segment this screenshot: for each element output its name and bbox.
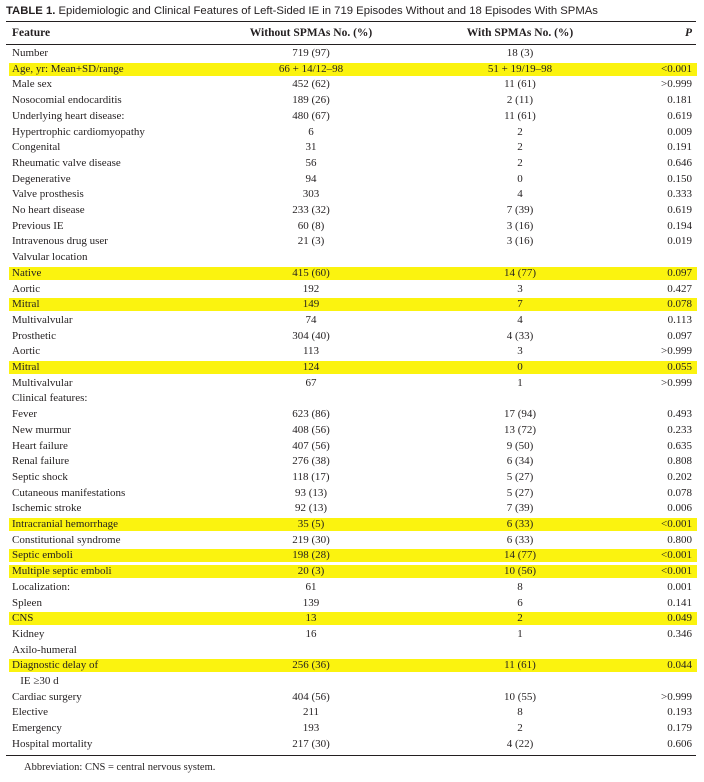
cell-with-spmas: 11 (61)	[504, 659, 536, 672]
table-footnote: Abbreviation: CNS = central nervous system.	[24, 762, 216, 773]
cell-feature: Native	[12, 266, 42, 279]
cell-with-spmas: 3	[517, 345, 523, 358]
cell-without-spmas: 192	[302, 282, 320, 295]
header-feature: Feature	[12, 27, 51, 39]
table-row	[0, 156, 704, 172]
cell-with-spmas: 3 (16)	[506, 235, 534, 248]
table-row	[0, 690, 704, 706]
cell-with-spmas: 10 (55)	[503, 690, 537, 703]
cell-without-spmas: 31	[305, 141, 317, 154]
cell-without-spmas: 408 (56)	[292, 423, 330, 436]
cell-without-spmas: 6	[308, 125, 314, 138]
table-row	[0, 234, 704, 250]
cell-feature: Number	[12, 47, 49, 59]
cell-feature: Localization:	[12, 580, 71, 593]
cell-without-spmas: 480 (67)	[292, 109, 330, 122]
cell-with-spmas: 5 (27)	[506, 486, 534, 499]
cell-feature: Septic shock	[12, 470, 68, 483]
cell-without-spmas: 189 (26)	[292, 94, 330, 107]
cell-feature: Mitral	[12, 361, 40, 373]
cell-without-spmas: 35 (5)	[297, 518, 325, 530]
cell-p-value: 0.191	[667, 141, 692, 154]
cell-feature: Septic emboli	[12, 549, 73, 562]
cell-without-spmas: 92 (13)	[294, 502, 328, 515]
cell-without-spmas: 56	[305, 156, 317, 169]
cell-without-spmas: 139	[302, 596, 320, 609]
cell-p-value	[620, 643, 692, 659]
cell-feature: Valve prosthesis	[12, 188, 84, 201]
cell-with-spmas: 8	[517, 580, 523, 593]
cell-without-spmas: 217 (30)	[292, 737, 330, 750]
cell-with-spmas: 6 (33)	[506, 518, 534, 530]
cell-feature: Intravenous drug user	[12, 235, 108, 248]
cell-feature: Aortic	[12, 345, 41, 358]
cell-feature: Previous IE	[12, 219, 64, 232]
cell-with-spmas: 5 (27)	[506, 470, 534, 483]
cell-without-spmas	[221, 250, 401, 266]
cell-without-spmas: 16	[305, 627, 317, 640]
cell-with-spmas	[430, 674, 610, 690]
table-row	[0, 611, 704, 627]
table-row	[0, 266, 704, 282]
table-row	[0, 391, 704, 407]
cell-feature: Multivalvular	[12, 376, 73, 389]
cell-with-spmas: 2	[517, 722, 523, 735]
cell-without-spmas	[221, 643, 401, 659]
cell-p-value: 0.800	[667, 533, 692, 546]
cell-with-spmas: 2	[517, 141, 523, 154]
cell-without-spmas: 404 (56)	[292, 690, 330, 703]
cell-with-spmas: 6 (33)	[506, 533, 534, 546]
cell-with-spmas: 8	[517, 706, 523, 719]
cell-p-value	[620, 250, 692, 266]
table-top-rule	[6, 21, 696, 22]
cell-without-spmas: 13	[305, 612, 317, 625]
cell-with-spmas: 4	[517, 313, 523, 326]
cell-with-spmas: 6	[517, 596, 523, 609]
cell-p-value: >0.999	[661, 376, 692, 389]
cell-feature: Clinical features:	[12, 392, 88, 405]
cell-with-spmas	[430, 391, 610, 407]
cell-feature: Fever	[12, 408, 38, 421]
cell-p-value: 0.113	[667, 313, 692, 326]
cell-without-spmas: 67	[305, 376, 317, 389]
cell-without-spmas: 74	[305, 313, 317, 326]
cell-feature: Valvular location	[12, 251, 88, 264]
cell-feature: Age, yr: Mean+SD/range	[12, 62, 124, 75]
cell-without-spmas: 407 (56)	[292, 439, 330, 452]
cell-p-value: 0.179	[667, 722, 692, 735]
cell-feature: Hypertrophic cardiomyopathy	[12, 125, 145, 138]
cell-p-value: 0.233	[667, 423, 692, 436]
cell-with-spmas: 14 (77)	[503, 549, 537, 562]
cell-without-spmas: 233 (32)	[292, 204, 330, 216]
table-row	[0, 282, 704, 298]
cell-feature: Axilo-humeral	[12, 643, 77, 656]
cell-p-value: 0.009	[667, 125, 692, 138]
cell-with-spmas: 7	[517, 298, 523, 311]
cell-with-spmas: 18 (3)	[506, 47, 534, 59]
cell-p-value: >0.999	[661, 78, 692, 91]
cell-with-spmas: 11 (61)	[504, 78, 536, 91]
table-row	[0, 187, 704, 203]
cell-feature: Renal failure	[12, 455, 70, 468]
cell-p-value: 0.194	[667, 219, 692, 232]
cell-without-spmas: 415 (60)	[292, 266, 330, 279]
cell-with-spmas: 17 (94)	[503, 408, 537, 421]
table-row	[0, 172, 704, 188]
table-row	[0, 596, 704, 612]
cell-feature: Rheumatic valve disease	[12, 156, 121, 169]
cell-feature: Cutaneous manifestations	[12, 486, 126, 499]
cell-p-value: 0.193	[667, 706, 692, 719]
table-row	[0, 705, 704, 721]
cell-with-spmas: 2	[517, 125, 523, 138]
cell-feature: Cardiac surgery	[12, 690, 82, 703]
table-row	[0, 313, 704, 329]
table-row	[0, 407, 704, 423]
cell-with-spmas: 13 (72)	[503, 423, 537, 436]
cell-with-spmas: 1	[517, 376, 523, 389]
cell-without-spmas: 60 (8)	[297, 219, 325, 232]
cell-without-spmas: 21 (3)	[297, 235, 325, 248]
cell-feature: Multivalvular	[12, 313, 73, 326]
header-rule	[6, 44, 696, 45]
cell-without-spmas: 452 (62)	[292, 78, 330, 91]
cell-feature: Mitral	[12, 298, 40, 311]
table-row	[0, 501, 704, 517]
table-row	[0, 564, 704, 580]
cell-with-spmas	[430, 250, 610, 266]
cell-feature: IE ≥30 d	[12, 675, 59, 687]
cell-feature: Aortic	[12, 282, 41, 295]
cell-p-value: 0.202	[667, 470, 692, 483]
cell-feature: Spleen	[12, 596, 42, 609]
cell-p-value: 0.619	[667, 204, 692, 216]
table-row	[0, 627, 704, 643]
table-row	[0, 517, 704, 533]
cell-with-spmas: 3	[517, 282, 523, 295]
table-row	[0, 486, 704, 502]
table-row	[0, 423, 704, 439]
table-row	[0, 470, 704, 486]
table-row	[0, 329, 704, 345]
cell-p-value: 0.635	[667, 439, 692, 452]
table-row	[0, 643, 704, 659]
cell-without-spmas	[221, 391, 401, 407]
table-row	[0, 580, 704, 596]
cell-with-spmas: 4	[517, 188, 523, 201]
cell-without-spmas: 623 (86)	[292, 408, 330, 421]
cell-feature: Hospital mortality	[12, 737, 93, 750]
cell-feature: Diagnostic delay of	[12, 659, 99, 672]
table-row	[0, 376, 704, 392]
cell-feature: Kidney	[12, 627, 45, 640]
table-bottom-rule	[6, 755, 696, 756]
cell-p-value: 0.150	[667, 172, 692, 185]
cell-with-spmas: 2	[517, 612, 523, 625]
cell-without-spmas: 93 (13)	[294, 486, 328, 499]
cell-without-spmas: 256 (36)	[292, 659, 330, 672]
cell-with-spmas: 9 (50)	[506, 439, 534, 452]
table-row	[0, 548, 704, 564]
cell-p-value: 0.606	[667, 737, 692, 750]
cell-feature: CNS	[12, 612, 34, 625]
cell-feature: Underlying heart disease:	[12, 109, 125, 122]
cell-with-spmas: 1	[517, 627, 523, 640]
cell-feature: Degenerative	[12, 172, 71, 185]
cell-p-value: 0.181	[667, 94, 692, 107]
cell-p-value: <0.001	[661, 518, 692, 530]
cell-with-spmas: 3 (16)	[506, 219, 534, 232]
header-without-spmas: Without SPMAs No. (%)	[249, 27, 373, 39]
cell-without-spmas: 124	[302, 361, 320, 373]
cell-p-value	[620, 674, 692, 690]
cell-p-value: 0.141	[667, 596, 692, 609]
cell-with-spmas: 6 (34)	[506, 455, 534, 468]
table-row	[0, 203, 704, 219]
cell-without-spmas	[221, 674, 401, 690]
cell-with-spmas: 11 (61)	[504, 109, 536, 122]
cell-feature: Male sex	[12, 78, 53, 91]
cell-without-spmas: 20 (3)	[297, 565, 325, 578]
cell-without-spmas: 211	[302, 706, 320, 719]
cell-p-value: 0.097	[667, 266, 692, 279]
cell-without-spmas: 113	[302, 345, 320, 358]
cell-p-value: 0.333	[667, 188, 692, 201]
table-row	[0, 250, 704, 266]
cell-p-value	[620, 391, 692, 407]
cell-p-value: 0.019	[667, 235, 692, 248]
table-title-text: Epidemiologic and Clinical Features of Left-Sided IE in 719 Episodes Without and 18 Episodes With SPMAs	[58, 5, 598, 17]
cell-without-spmas: 304 (40)	[292, 329, 330, 342]
table-title	[6, 2, 696, 20]
cell-feature: Heart failure	[12, 439, 68, 452]
cell-without-spmas: 118 (17)	[292, 470, 330, 483]
table-row	[0, 721, 704, 737]
cell-p-value: 0.097	[667, 329, 692, 342]
cell-p-value: 0.346	[667, 627, 692, 640]
table-row	[0, 219, 704, 235]
table-row	[0, 297, 704, 313]
cell-with-spmas: 7 (39)	[506, 204, 534, 216]
cell-without-spmas: 276 (38)	[292, 455, 330, 468]
cell-with-spmas: 2	[517, 156, 523, 169]
cell-without-spmas: 61	[305, 580, 317, 593]
cell-p-value: 0.078	[667, 486, 692, 499]
cell-p-value: <0.001	[661, 565, 692, 578]
table-row	[0, 360, 704, 376]
table-row	[0, 533, 704, 549]
cell-p-value: 0.049	[667, 612, 692, 625]
table-row	[0, 454, 704, 470]
cell-p-value: 0.001	[667, 580, 692, 593]
table-row	[0, 77, 704, 93]
cell-feature: Congenital	[12, 141, 61, 154]
cell-with-spmas: 10 (56)	[503, 565, 537, 578]
cell-with-spmas: 7 (39)	[506, 502, 534, 515]
cell-without-spmas: 193	[302, 722, 320, 735]
cell-feature: Elective	[12, 706, 49, 719]
cell-p-value: 0.493	[667, 408, 692, 421]
table-row	[0, 62, 704, 78]
cell-feature: Intracranial hemorrhage	[12, 518, 118, 530]
table-title-label: TABLE 1.	[6, 5, 56, 17]
cell-without-spmas: 303	[302, 188, 320, 201]
cell-feature: Emergency	[12, 722, 62, 735]
cell-feature: Constitutional syndrome	[12, 533, 121, 546]
table-row	[0, 658, 704, 674]
cell-p-value: 0.646	[667, 156, 692, 169]
cell-p-value	[620, 46, 692, 62]
cell-p-value: 0.044	[667, 659, 692, 672]
table-row	[0, 344, 704, 360]
cell-p-value: 0.006	[667, 502, 692, 515]
cell-with-spmas	[430, 643, 610, 659]
table-row	[0, 674, 704, 690]
cell-without-spmas: 94	[305, 172, 317, 185]
table-row	[0, 93, 704, 109]
cell-feature: Prosthetic	[12, 329, 56, 342]
cell-feature: Multiple septic emboli	[12, 565, 112, 578]
table-row	[0, 46, 704, 62]
table-row	[0, 439, 704, 455]
cell-p-value: <0.001	[661, 549, 692, 562]
cell-p-value: 0.808	[667, 455, 692, 468]
header-p-value: P	[684, 27, 692, 39]
cell-without-spmas: 149	[302, 298, 320, 311]
table-row	[0, 109, 704, 125]
cell-with-spmas: 4 (22)	[506, 737, 534, 750]
header-with-spmas: With SPMAs No. (%)	[466, 27, 574, 39]
cell-with-spmas: 14 (77)	[503, 266, 537, 279]
cell-with-spmas: 2 (11)	[506, 94, 534, 107]
cell-p-value: 0.078	[667, 298, 692, 311]
cell-p-value: <0.001	[661, 62, 692, 75]
cell-feature: Nosocomial endocarditis	[12, 94, 122, 107]
cell-p-value: >0.999	[661, 345, 692, 358]
cell-p-value: >0.999	[661, 690, 692, 703]
cell-with-spmas: 0	[517, 361, 523, 373]
cell-feature: New murmur	[12, 423, 71, 436]
cell-without-spmas: 219 (30)	[292, 533, 330, 546]
table-row	[0, 737, 704, 753]
cell-feature: Ischemic stroke	[12, 502, 82, 515]
cell-p-value: 0.619	[667, 109, 692, 122]
cell-p-value: 0.055	[667, 361, 692, 373]
cell-without-spmas: 719 (97)	[292, 47, 330, 59]
cell-with-spmas: 0	[517, 172, 523, 185]
cell-p-value: 0.427	[667, 282, 692, 295]
table-row	[0, 140, 704, 156]
cell-feature: No heart disease	[12, 204, 85, 216]
table-row	[0, 125, 704, 141]
cell-with-spmas: 4 (33)	[506, 329, 534, 342]
cell-without-spmas: 66 + 14/12–98	[278, 62, 344, 75]
cell-with-spmas: 51 + 19/19–98	[487, 62, 553, 75]
cell-without-spmas: 198 (28)	[292, 549, 330, 562]
